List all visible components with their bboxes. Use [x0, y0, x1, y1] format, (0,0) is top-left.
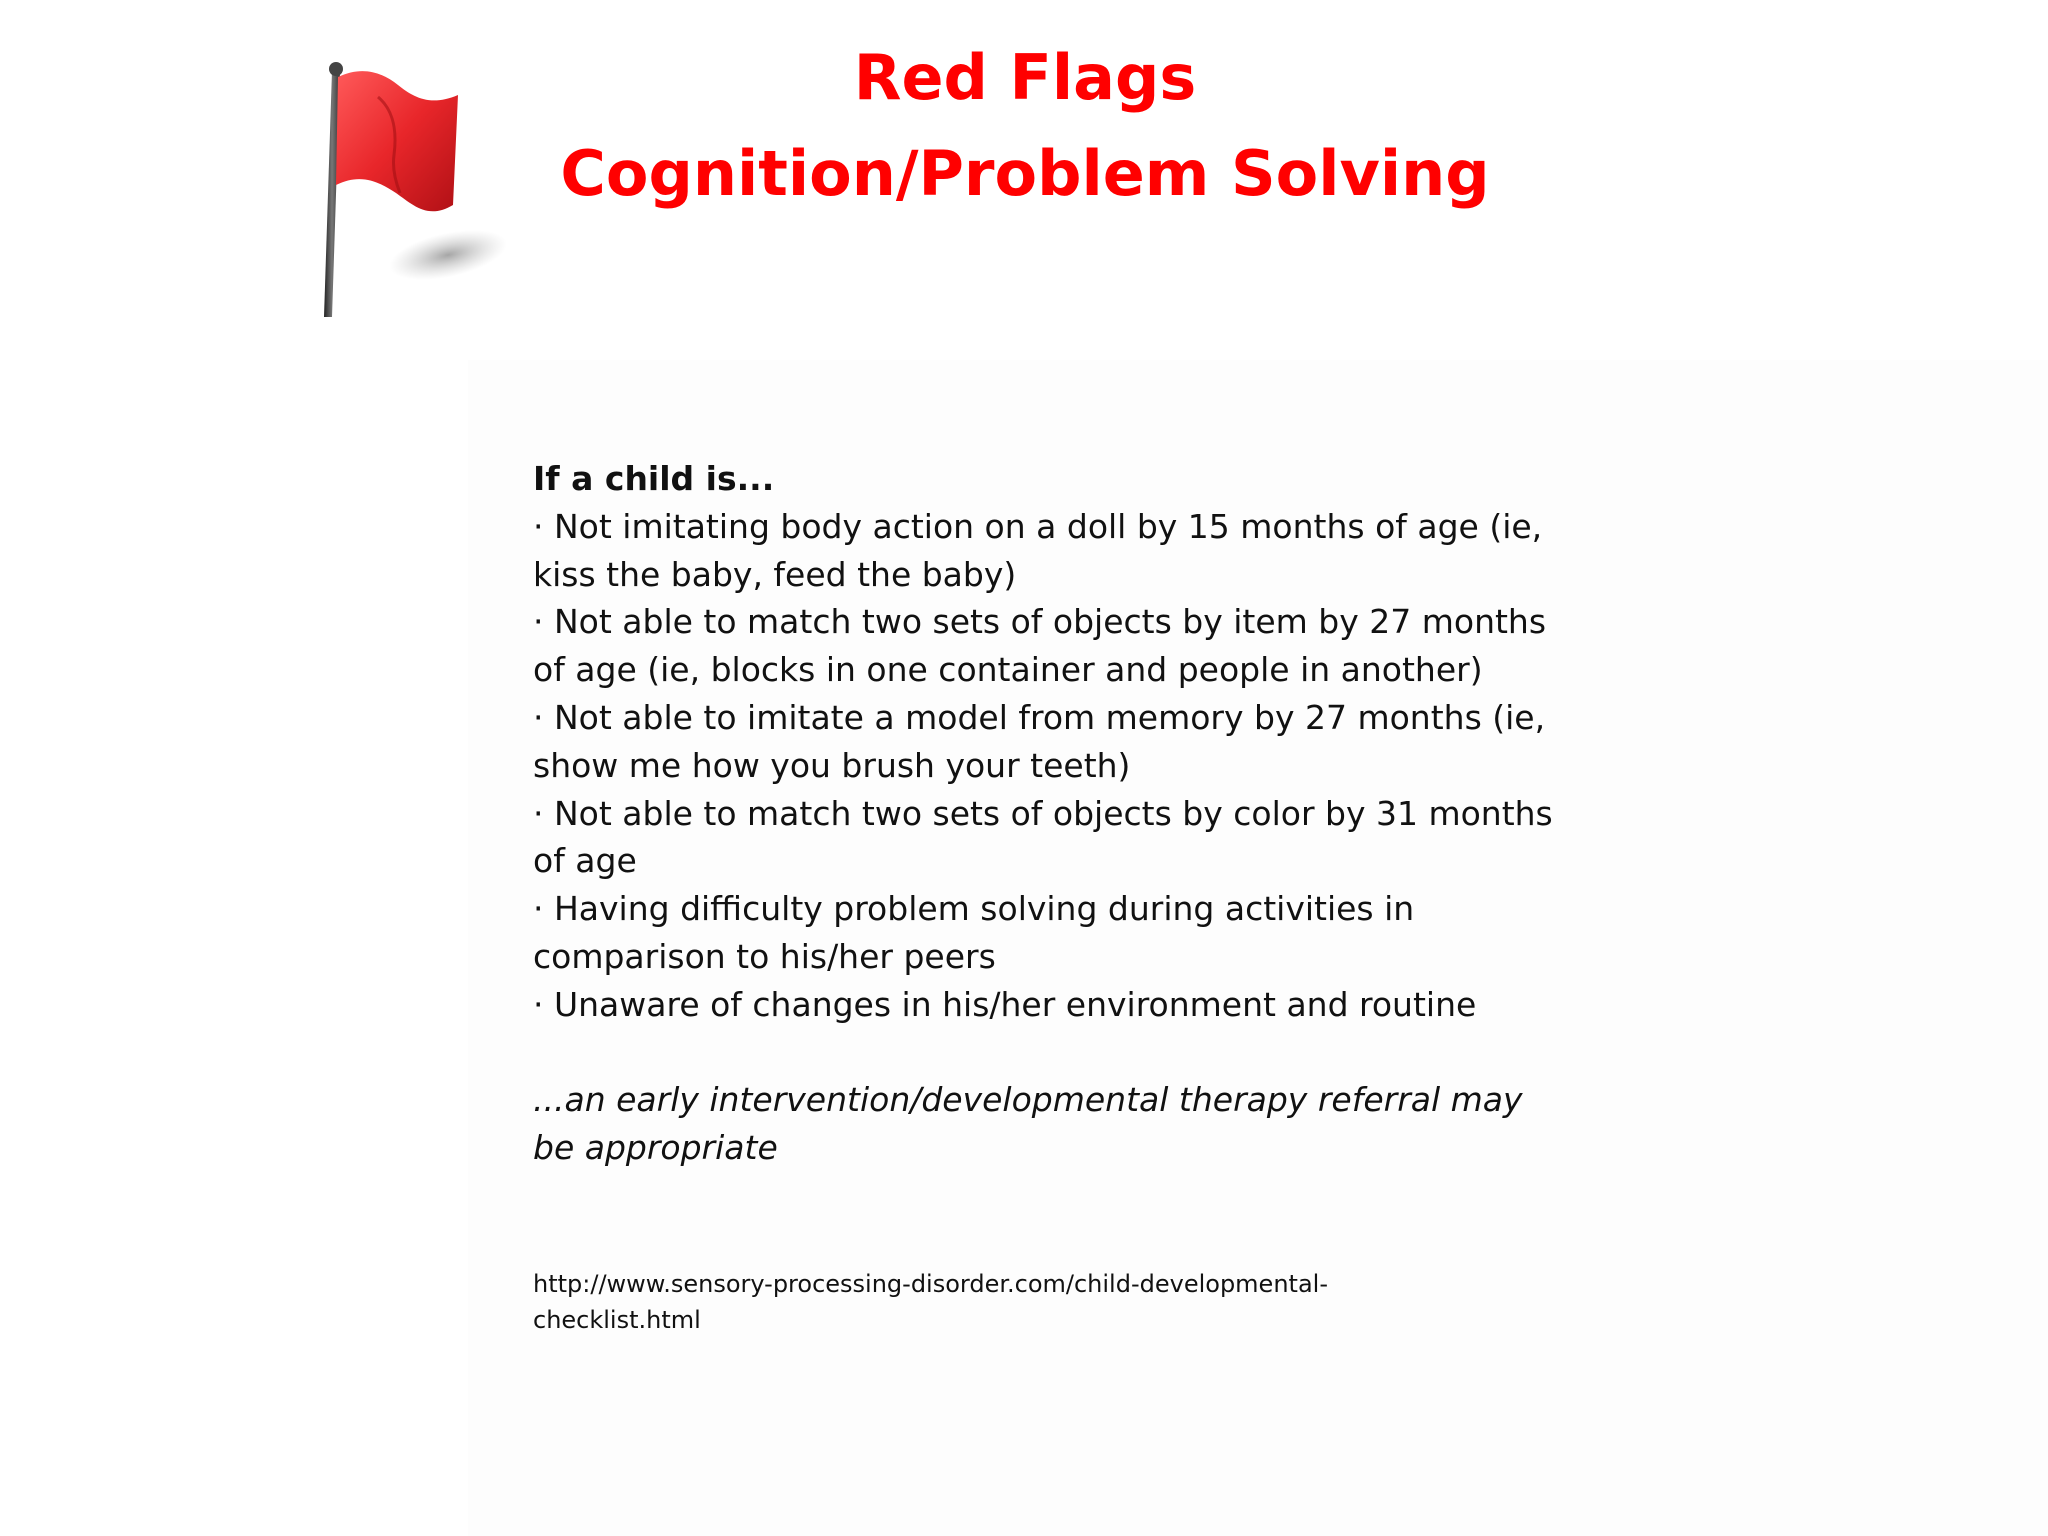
checklist-item-1: · Not imitating body action on a doll by 15 months of age (ie, kiss the baby, feed the baby): [533, 506, 1543, 594]
title-line-2: Cognition/Problem Solving: [560, 137, 1490, 210]
checklist-item-2: · Not able to match two sets of objects by item by 27 months of age (ie, blocks in one container and people in another): [533, 602, 1547, 690]
source-line-2: checklist.html: [533, 1306, 701, 1334]
checklist-item-4: · Not able to match two sets of objects by color by 31 months of age: [533, 793, 1553, 881]
checklist-body: [533, 455, 1573, 1172]
checklist-item-5: · Having difficulty problem solving during activities in comparison to his/her peers: [533, 889, 1415, 976]
page-title: [500, 30, 1550, 222]
closing-text: ...an early intervention/developmental therapy referral may be appropriate: [533, 1080, 1523, 1168]
red-flag-icon: [318, 55, 518, 335]
source-line-1: http://www.sensory-processing-disorder.com/child-developmental-: [533, 1270, 1328, 1298]
checklist-item-6: · Unaware of changes in his/her environment and routine: [533, 984, 1477, 1024]
checklist-item-3: · Not able to imitate a model from memory by 27 months (ie, show me how you brush your teeth): [533, 697, 1546, 785]
intro-text: If a child is...: [533, 459, 775, 498]
source-link[interactable]: [533, 1266, 1433, 1338]
spacer: [533, 1029, 1573, 1077]
title-line-1: Red Flags: [853, 41, 1197, 114]
